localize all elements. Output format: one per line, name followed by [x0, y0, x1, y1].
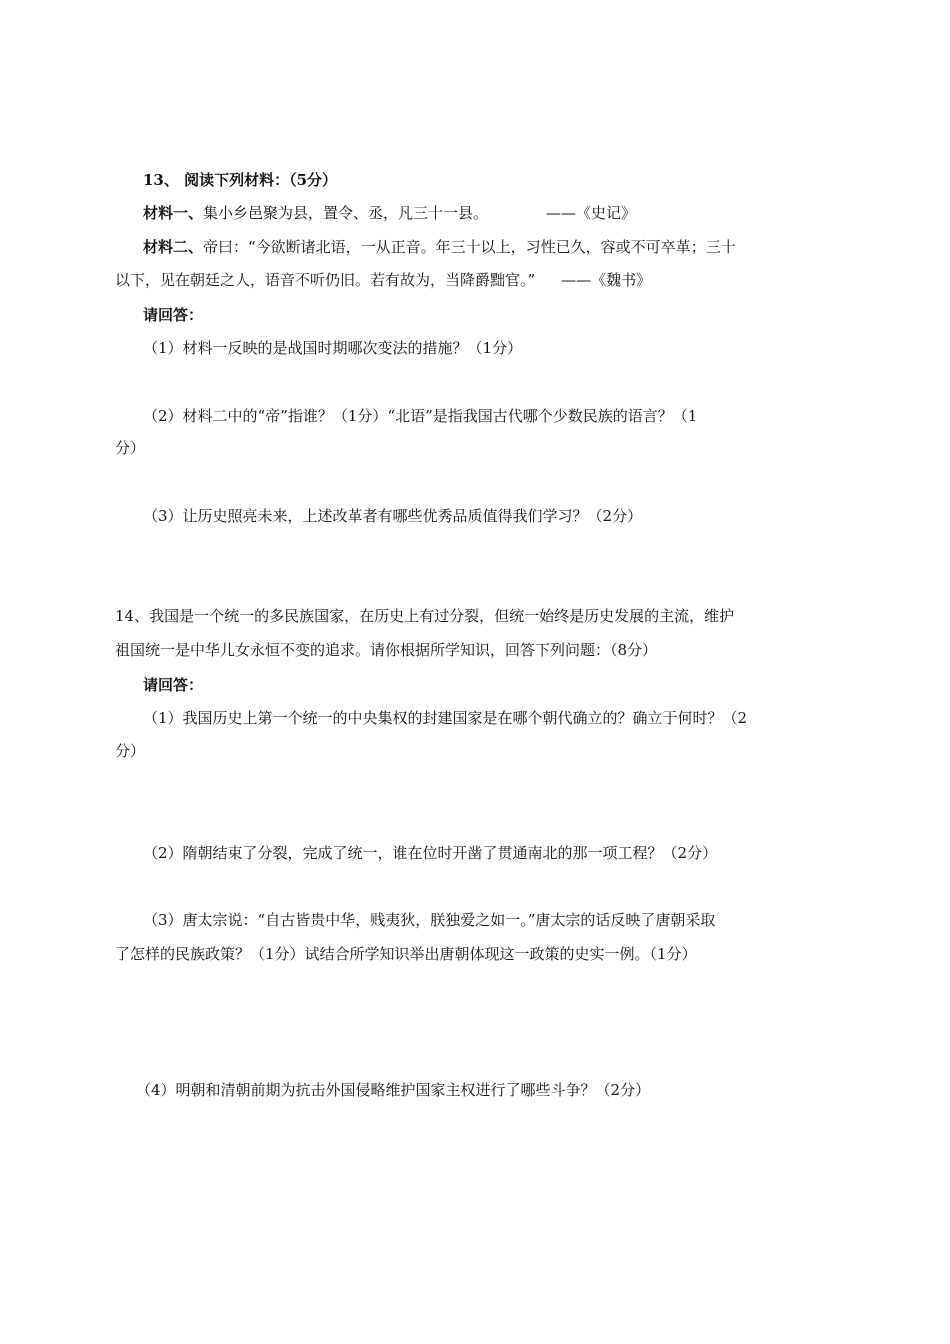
q14-subquestion-3-line1: （3）唐太宗说：“自古皆贵中华，贱夷狄，朕独爱之如一。”唐太宗的话反映了唐朝采取	[143, 911, 716, 929]
q13-material-2-line1	[143, 237, 736, 257]
q13-material-1	[143, 203, 636, 223]
q14-heading-line1: 14、我国是一个统一的多民族国家，在历史上有过分裂，但统一始终是历史发展的主流，维护	[115, 607, 735, 625]
q14-subquestion-2: （2）隋朝结束了分裂，完成了统一，谁在位时开凿了贯通南北的那一项工程？（2分）	[143, 844, 718, 862]
q13-material-1-source: ——《史记》	[546, 204, 637, 222]
q13-material-1-text: 集小乡邑聚为县，置令、丞，凡三十一县。	[203, 204, 489, 222]
q13-material-2-text-line2: 以下，见在朝廷之人，语音不听仍旧。若有故为，当降爵黜官。”	[115, 271, 536, 289]
q14-answer-prompt: 请回答：	[143, 676, 204, 694]
q13-subquestion-1: （1）材料一反映的是战国时期哪次变法的措施？（1分）	[143, 339, 523, 357]
q13-material-2-label: 材料二、	[143, 238, 204, 256]
q14-subquestion-1-line1: （1）我国历史上第一个统一的中央集权的封建国家是在哪个朝代确立的？确立于何时？（2	[143, 709, 748, 727]
q14-subquestion-1-line2: 分）	[115, 742, 146, 760]
q13-subquestion-3: （3）让历史照亮未来，上述改革者有哪些优秀品质值得我们学习？（2分）	[143, 507, 643, 525]
q13-material-2-text-line1: 帝曰：“今欲断诸北语，一从正音。年三十以上，习性已久，容或不可卒革；三十	[203, 238, 736, 256]
q14-subquestion-3-line2: 了怎样的民族政策？（1分）试结合所学知识举出唐朝体现这一政策的史实一例。（1分）	[115, 945, 697, 963]
q13-material-2-source: ——《魏书》	[561, 271, 652, 289]
q13-answer-prompt: 请回答：	[143, 306, 204, 324]
q14-heading-line2: 祖国统一是中华儿女永恒不变的追求。请你根据所学知识，回答下列问题：（8分）	[115, 641, 658, 659]
q13-material-1-label: 材料一、	[143, 204, 204, 222]
q13-heading: 13、 阅读下列材料：（5分）	[143, 171, 338, 189]
q13-subquestion-2-line1: （2）材料二中的“帝”指谁？（1分）“北语”是指我国古代哪个少数民族的语言？（1	[143, 407, 698, 425]
q13-material-2-line2	[115, 270, 651, 290]
q14-subquestion-4: （4）明朝和清朝前期为抗击外国侵略维护国家主权进行了哪些斗争？（2分）	[136, 1081, 651, 1099]
q13-subquestion-2-line2: 分）	[115, 439, 146, 457]
